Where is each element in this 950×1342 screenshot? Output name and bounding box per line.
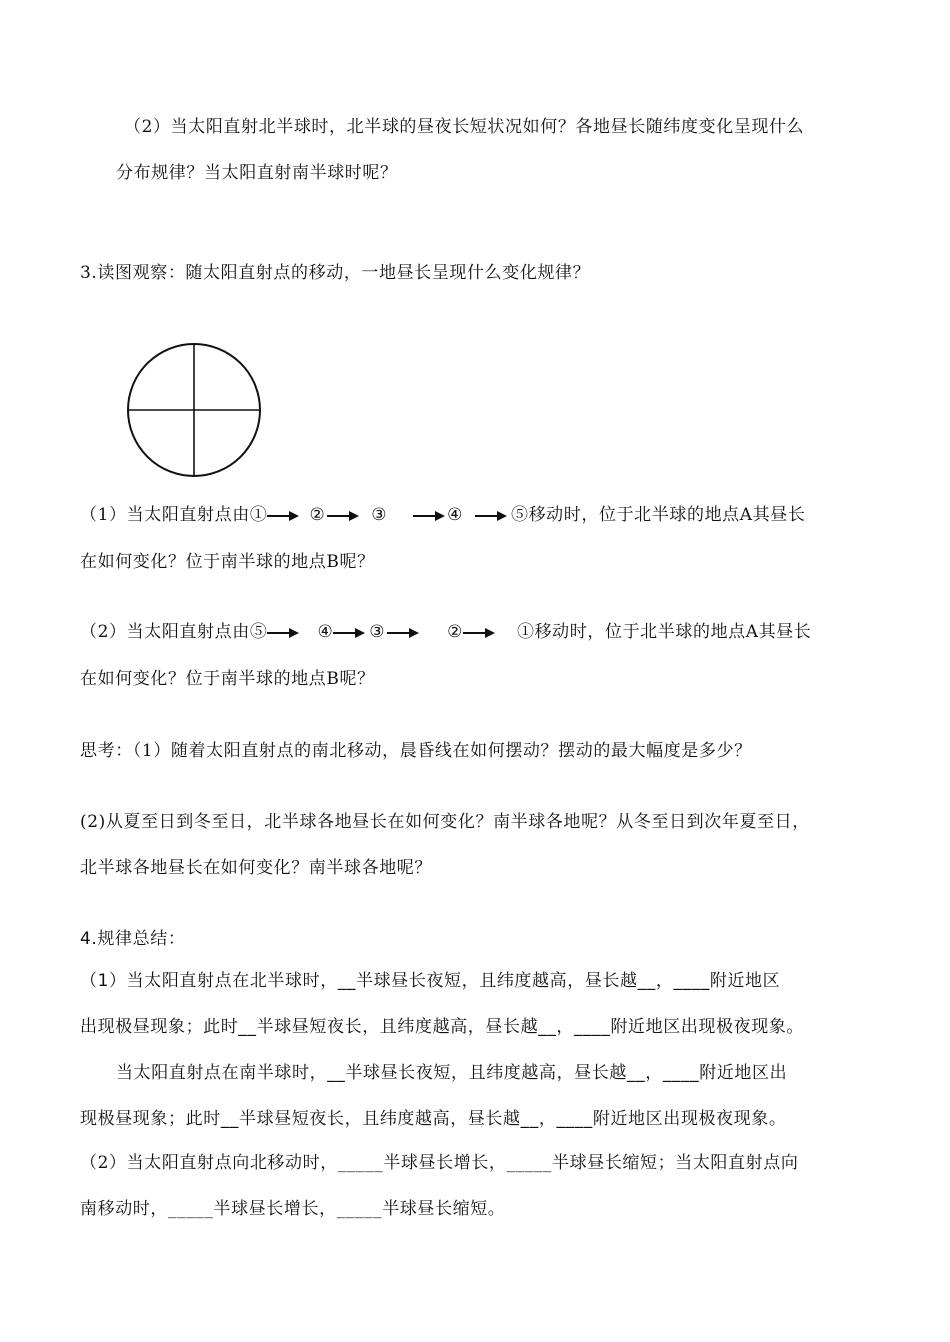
- q3-part1-prefix: （1）当太阳直射点由: [80, 505, 250, 525]
- q3-part2-node-4: ④: [317, 622, 334, 642]
- fill-blank: __: [337, 971, 357, 991]
- q3-part2-node-2: ②: [447, 622, 463, 642]
- q4-p1-text-d: 附近地区: [709, 971, 781, 991]
- q4-p4-text-b: 半球昼短夜长，且纬度越高，昼长越: [239, 1109, 521, 1129]
- q4-p4-text-a: 现极昼现象；此时: [80, 1109, 221, 1129]
- q3-part2-node-1: ①: [516, 622, 535, 642]
- q4-p4: [80, 1108, 786, 1130]
- q3-part1-node-5: ⑤: [510, 505, 529, 525]
- q3-part1-line1: [80, 504, 805, 526]
- fill-blank: __: [637, 971, 656, 991]
- q4-p5-text-a: （2）当太阳直射点向北移动时，: [80, 1153, 338, 1173]
- q3-heading: 3.读图观察：随太阳直射点的移动，一地昼长呈现什么变化规律？: [80, 263, 591, 283]
- q4-p4-text-d: 附近地区出现极夜现象。: [592, 1109, 787, 1129]
- q4-p3-text-d: 附近地区出: [699, 1063, 788, 1083]
- arrow-right-icon: [333, 627, 365, 639]
- arrow-right-icon: [267, 510, 299, 522]
- q3-part2-node-5: ⑤: [249, 622, 268, 642]
- arrow-right-icon: [267, 627, 299, 639]
- q3-part1-suffix: 移动时，位于北半球的地点A其昼长: [528, 505, 806, 525]
- q4-p1: [80, 970, 780, 992]
- fill-blank: __: [327, 1063, 346, 1083]
- q4-p5-text-b: 半球昼长增长，: [383, 1153, 507, 1173]
- q4-p6-text-b: 半球昼长增长，: [213, 1199, 337, 1219]
- arrow-right-icon: [387, 627, 419, 639]
- fill-blank: ____: [574, 1017, 611, 1037]
- q4-p3-text-b: 半球昼长夜短，且纬度越高，昼长越: [345, 1063, 628, 1083]
- q4-p5-text-c: 半球昼长缩短；当太阳直射点向: [552, 1153, 799, 1173]
- arrow-right-icon: [475, 510, 507, 522]
- fill-blank: __: [520, 1109, 539, 1129]
- q2-sub2-line2: 分布规律？当太阳直射南半球时呢？: [116, 163, 398, 183]
- globe-diagram: [124, 340, 264, 480]
- q4-p3-text-a: 当太阳直射点在南半球时，: [116, 1063, 328, 1083]
- fill-blank: _____: [337, 1153, 384, 1173]
- arrow-right-icon: [327, 510, 359, 522]
- fill-blank: __: [238, 1017, 257, 1037]
- q4-p1-text-c: ，: [655, 971, 674, 991]
- q4-p2-text-b: 半球昼短夜长，且纬度越高，昼长越: [256, 1017, 539, 1037]
- q4-p2: [80, 1016, 804, 1038]
- q4-p3: [116, 1062, 787, 1084]
- think-line3: 北半球各地昼长在如何变化？南半球各地呢？: [80, 858, 432, 878]
- fill-blank: __: [627, 1063, 646, 1083]
- q3-part2-prefix: （2）当太阳直射点由: [80, 622, 250, 642]
- arrow-right-icon: [463, 627, 495, 639]
- fill-blank: ____: [556, 1109, 593, 1129]
- fill-blank: __: [220, 1109, 240, 1129]
- fill-blank: __: [538, 1017, 557, 1037]
- fill-blank: _____: [168, 1199, 214, 1219]
- q3-part1-node-4: ④: [447, 505, 463, 525]
- q3-part2-suffix: 移动时，位于北半球的地点A其昼长: [534, 622, 812, 642]
- q3-part1-node-2: ②: [309, 505, 326, 525]
- q3-part1-node-1: ①: [249, 505, 268, 525]
- think-line1: 思考：（1）随着太阳直射点的南北移动，晨昏线在如何摆动？摆动的最大幅度是多少？: [80, 741, 752, 761]
- q4-p3-text-c: ，: [645, 1063, 663, 1083]
- q3-part1-line2: 在如何变化？位于南半球的地点B呢？: [80, 552, 375, 572]
- q3-part2-line1: [80, 621, 811, 643]
- fill-blank: ____: [673, 971, 710, 991]
- fill-blank: ____: [662, 1063, 700, 1083]
- q4-p2-text-d: 附近地区出现极夜现象。: [610, 1017, 805, 1037]
- q3-part2-line2: 在如何变化？位于南半球的地点B呢？: [80, 669, 375, 689]
- q4-p2-text-a: 出现极昼现象；此时: [80, 1017, 239, 1037]
- q4-p1-text-a: （1）当太阳直射点在北半球时，: [80, 971, 338, 991]
- q4-p2-text-c: ，: [556, 1017, 575, 1037]
- fill-blank: _____: [506, 1153, 553, 1173]
- q4-p5: [80, 1152, 798, 1174]
- q4-p6: [80, 1198, 505, 1220]
- think-line2: (2)从夏至日到冬至日，北半球各地昼长在如何变化？南半球各地呢？从冬至日到次年夏至日，: [80, 812, 810, 832]
- arrow-right-icon: [413, 510, 445, 522]
- q4-p6-text-c: 半球昼长缩短。: [382, 1199, 506, 1219]
- q3-part2-node-3: ③: [369, 622, 386, 642]
- q2-sub2-line1: （2）当太阳直射北半球时，北半球的昼夜长短状况如何？各地昼长随纬度变化呈现什么: [124, 117, 805, 137]
- q3-part1-node-3: ③: [371, 505, 388, 525]
- q4-heading: 4.规律总结：: [80, 929, 186, 949]
- q4-p6-text-a: 南移动时，: [80, 1199, 168, 1219]
- q4-p4-text-c: ，: [538, 1109, 557, 1129]
- fill-blank: _____: [336, 1199, 383, 1219]
- q4-p1-text-b: 半球昼长夜短，且纬度越高，昼长越: [356, 971, 638, 991]
